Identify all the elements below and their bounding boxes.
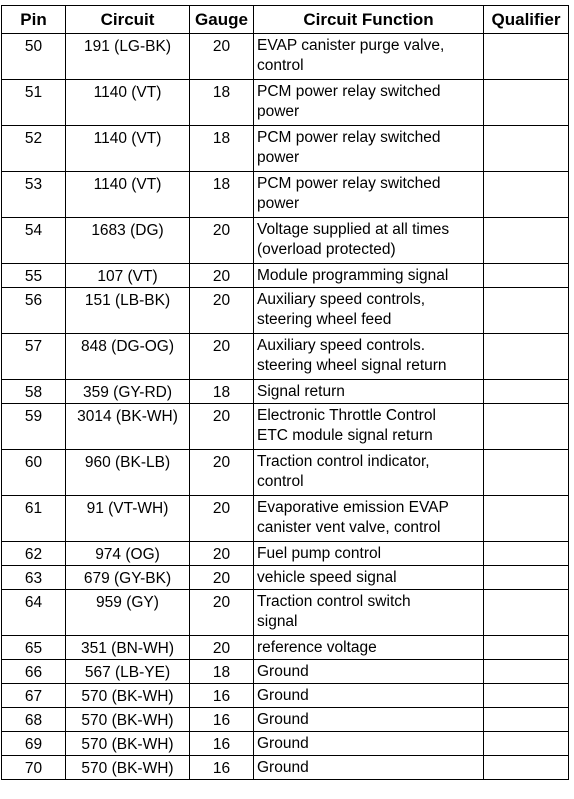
- gauge-cell: 16: [190, 732, 254, 756]
- function-line: PCM power relay switched: [257, 129, 441, 146]
- function-line: vehicle speed signal: [257, 569, 397, 586]
- qualifier-cell: [484, 660, 569, 684]
- table-row: [2, 756, 569, 780]
- function-cell: [254, 566, 484, 590]
- table-row: [2, 566, 569, 590]
- pin-cell: 63: [2, 566, 66, 590]
- table-row: [2, 126, 569, 172]
- function-line: PCM power relay switched: [257, 175, 441, 192]
- function-line: Voltage supplied at all times: [257, 221, 450, 238]
- table-row: [2, 80, 569, 126]
- circuit-cell: 151 (LB-BK): [66, 288, 190, 334]
- gauge-cell: 18: [190, 80, 254, 126]
- function-line: Auxiliary speed controls.: [257, 337, 425, 354]
- gauge-cell: 20: [190, 334, 254, 380]
- table-row: [2, 450, 569, 496]
- qualifier-cell: [484, 542, 569, 566]
- table-row: [2, 380, 569, 404]
- circuit-cell: 570 (BK-WH): [66, 684, 190, 708]
- function-line: steering wheel signal return: [257, 357, 447, 374]
- circuit-cell: 1140 (VT): [66, 172, 190, 218]
- function-line: signal: [257, 613, 298, 630]
- qualifier-cell: [484, 756, 569, 780]
- function-line: Ground: [257, 663, 309, 680]
- table-row: [2, 34, 569, 80]
- function-cell: [254, 264, 484, 288]
- circuit-cell: 974 (OG): [66, 542, 190, 566]
- pinout-table: [1, 5, 569, 780]
- header-circuit-function: Circuit Function: [254, 6, 484, 34]
- function-line: (overload protected): [257, 241, 396, 258]
- pin-cell: 69: [2, 732, 66, 756]
- gauge-cell: 16: [190, 708, 254, 732]
- function-cell: [254, 542, 484, 566]
- circuit-cell: 567 (LB-YE): [66, 660, 190, 684]
- function-line: Ground: [257, 759, 309, 776]
- pin-cell: 66: [2, 660, 66, 684]
- pin-cell: 65: [2, 636, 66, 660]
- table-row: [2, 732, 569, 756]
- function-cell: [254, 636, 484, 660]
- gauge-cell: 16: [190, 684, 254, 708]
- gauge-cell: 20: [190, 542, 254, 566]
- qualifier-cell: [484, 218, 569, 264]
- function-line: PCM power relay switched: [257, 83, 441, 100]
- table-row: [2, 684, 569, 708]
- qualifier-cell: [484, 566, 569, 590]
- function-cell: [254, 708, 484, 732]
- gauge-cell: 18: [190, 126, 254, 172]
- qualifier-cell: [484, 264, 569, 288]
- qualifier-cell: [484, 34, 569, 80]
- function-cell: [254, 380, 484, 404]
- circuit-cell: 1683 (DG): [66, 218, 190, 264]
- pin-cell: 55: [2, 264, 66, 288]
- pin-cell: 62: [2, 542, 66, 566]
- circuit-cell: 570 (BK-WH): [66, 708, 190, 732]
- gauge-cell: 20: [190, 404, 254, 450]
- gauge-cell: 20: [190, 264, 254, 288]
- table-row: [2, 708, 569, 732]
- function-line: Ground: [257, 711, 309, 728]
- table-row: [2, 172, 569, 218]
- circuit-cell: 679 (GY-BK): [66, 566, 190, 590]
- table-row: [2, 264, 569, 288]
- function-line: steering wheel feed: [257, 311, 392, 328]
- qualifier-cell: [484, 288, 569, 334]
- function-cell: [254, 404, 484, 450]
- circuit-cell: 960 (BK-LB): [66, 450, 190, 496]
- pin-cell: 54: [2, 218, 66, 264]
- function-line: Ground: [257, 735, 309, 752]
- function-cell: [254, 172, 484, 218]
- circuit-cell: 359 (GY-RD): [66, 380, 190, 404]
- circuit-cell: 191 (LG-BK): [66, 34, 190, 80]
- function-cell: [254, 126, 484, 172]
- qualifier-cell: [484, 380, 569, 404]
- table-row: [2, 404, 569, 450]
- header-qualifier: Qualifier: [484, 6, 569, 34]
- pin-cell: 52: [2, 126, 66, 172]
- function-cell: [254, 218, 484, 264]
- circuit-cell: 959 (GY): [66, 590, 190, 636]
- circuit-cell: 107 (VT): [66, 264, 190, 288]
- function-line: EVAP canister purge valve,: [257, 37, 445, 54]
- pin-cell: 68: [2, 708, 66, 732]
- pin-cell: 53: [2, 172, 66, 218]
- table-row: [2, 542, 569, 566]
- circuit-cell: 1140 (VT): [66, 80, 190, 126]
- qualifier-cell: [484, 334, 569, 380]
- qualifier-cell: [484, 496, 569, 542]
- qualifier-cell: [484, 80, 569, 126]
- table-row: [2, 636, 569, 660]
- function-cell: [254, 732, 484, 756]
- circuit-cell: 351 (BN-WH): [66, 636, 190, 660]
- gauge-cell: 20: [190, 496, 254, 542]
- gauge-cell: 20: [190, 34, 254, 80]
- function-line: control: [257, 57, 304, 74]
- gauge-cell: 20: [190, 636, 254, 660]
- gauge-cell: 16: [190, 756, 254, 780]
- function-cell: [254, 288, 484, 334]
- circuit-cell: 570 (BK-WH): [66, 756, 190, 780]
- function-cell: [254, 450, 484, 496]
- pin-cell: 58: [2, 380, 66, 404]
- table-row: [2, 590, 569, 636]
- gauge-cell: 20: [190, 450, 254, 496]
- pin-cell: 57: [2, 334, 66, 380]
- gauge-cell: 20: [190, 590, 254, 636]
- function-line: Traction control switch: [257, 593, 411, 610]
- qualifier-cell: [484, 732, 569, 756]
- function-cell: [254, 34, 484, 80]
- pin-cell: 60: [2, 450, 66, 496]
- function-line: Evaporative emission EVAP: [257, 499, 449, 516]
- function-cell: [254, 80, 484, 126]
- gauge-cell: 18: [190, 172, 254, 218]
- header-gauge: Gauge: [190, 6, 254, 34]
- function-line: Electronic Throttle Control: [257, 407, 436, 424]
- function-cell: [254, 496, 484, 542]
- table-row: [2, 660, 569, 684]
- pin-cell: 70: [2, 756, 66, 780]
- circuit-cell: 3014 (BK-WH): [66, 404, 190, 450]
- pin-cell: 50: [2, 34, 66, 80]
- qualifier-cell: [484, 404, 569, 450]
- gauge-cell: 20: [190, 218, 254, 264]
- circuit-cell: 570 (BK-WH): [66, 732, 190, 756]
- function-line: Fuel pump control: [257, 545, 382, 562]
- qualifier-cell: [484, 708, 569, 732]
- circuit-cell: 1140 (VT): [66, 126, 190, 172]
- function-line: power: [257, 149, 300, 166]
- qualifier-cell: [484, 684, 569, 708]
- function-line: power: [257, 103, 300, 120]
- table-body: [2, 34, 569, 780]
- table-row: [2, 288, 569, 334]
- qualifier-cell: [484, 636, 569, 660]
- qualifier-cell: [484, 450, 569, 496]
- function-line: Ground: [257, 687, 309, 704]
- function-line: Auxiliary speed controls,: [257, 291, 425, 308]
- pin-cell: 64: [2, 590, 66, 636]
- function-cell: [254, 756, 484, 780]
- pin-cell: 56: [2, 288, 66, 334]
- function-line: ETC module signal return: [257, 427, 433, 444]
- table-row: [2, 334, 569, 380]
- header-pin: Pin: [2, 6, 66, 34]
- header-circuit: Circuit: [66, 6, 190, 34]
- circuit-cell: 848 (DG-OG): [66, 334, 190, 380]
- function-line: power: [257, 195, 300, 212]
- gauge-cell: 20: [190, 566, 254, 590]
- function-cell: [254, 334, 484, 380]
- gauge-cell: 18: [190, 380, 254, 404]
- circuit-cell: 91 (VT-WH): [66, 496, 190, 542]
- function-line: control: [257, 473, 304, 490]
- qualifier-cell: [484, 126, 569, 172]
- function-cell: [254, 660, 484, 684]
- pin-cell: 51: [2, 80, 66, 126]
- function-cell: [254, 684, 484, 708]
- qualifier-cell: [484, 590, 569, 636]
- gauge-cell: 18: [190, 660, 254, 684]
- function-cell: [254, 590, 484, 636]
- pin-cell: 61: [2, 496, 66, 542]
- function-line: Signal return: [257, 383, 345, 400]
- qualifier-cell: [484, 172, 569, 218]
- gauge-cell: 20: [190, 288, 254, 334]
- pin-cell: 59: [2, 404, 66, 450]
- function-line: reference voltage: [257, 639, 377, 656]
- function-line: canister vent valve, control: [257, 519, 441, 536]
- function-line: Module programming signal: [257, 267, 449, 284]
- header-row: [2, 6, 569, 34]
- function-line: Traction control indicator,: [257, 453, 430, 470]
- pin-cell: 67: [2, 684, 66, 708]
- table-row: [2, 496, 569, 542]
- table-row: [2, 218, 569, 264]
